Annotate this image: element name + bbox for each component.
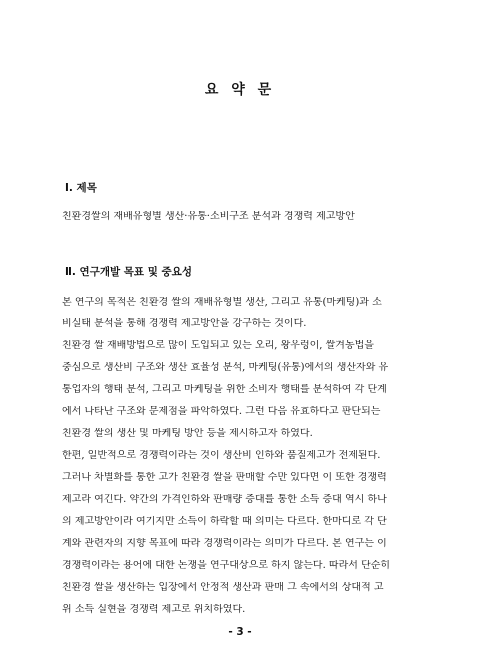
body-line: 통업자의 행태 분석, 그리고 마케팅을 위한 소비자 행태를 분석하여 각 단계: [62, 384, 387, 395]
body-line: 경쟁력이라는 용어에 대한 논쟁을 연구대상으로 하지 않는다. 따라서 단순히: [62, 560, 391, 571]
body-line: 친환경 쌀을 생산하는 입장에서 안정적 생산과 판매 그 속에서의 상대적 고: [62, 582, 384, 593]
research-subject: 친환경쌀의 재배유형별 생산·유통·소비구조 분석과 경쟁력 제고방안: [62, 211, 355, 222]
page-number: - 3 -: [228, 626, 252, 638]
body-line: 친환경 쌀의 생산 및 마케팅 방안 등을 제시하고자 하였다.: [62, 428, 313, 439]
body-line: 한편, 일반적으로 경쟁력이라는 것이 생산비 인하와 품질제고가 전제된다.: [62, 450, 381, 461]
body-line: 그러나 차별화를 통한 고가 친환경 쌀을 판매할 수만 있다면 이 또한 경쟁력: [62, 472, 387, 483]
body-line: 친환경 쌀 재배방법으로 많이 도입되고 있는 오리, 왕우렁이, 쌀겨농법을: [62, 340, 374, 351]
body-line: 계와 관련자의 지향 목표에 따라 경쟁력이라는 의미가 다르다. 본 연구는 이: [62, 538, 387, 549]
section-heading-title: Ⅰ. 제목: [65, 182, 97, 194]
body-line: 제고라 여긴다. 약간의 가격인하와 판매량 증대를 통한 소득 증대 역시 하나: [62, 494, 387, 505]
body-line: 에서 나타난 구조와 문제점을 파악하였다. 그런 다음 유효하다고 판단되는: [62, 406, 381, 417]
body-line: 본 연구의 목적은 친환경 쌀의 재배유형별 생산, 그리고 유통(마케팅)과 소: [62, 297, 382, 308]
summary-title: 요 약 문: [204, 82, 276, 98]
section-heading-objectives: Ⅱ. 연구개발 목표 및 중요성: [65, 266, 192, 278]
body-line: 의 제고방안이라 여기지만 소득이 하락할 때 의미는 다르다. 한마디로 각 단: [62, 516, 387, 527]
body-line: 위 소득 실현을 경쟁력 제고로 위치하였다.: [62, 604, 246, 615]
body-line: 중심으로 생산비 구조와 생산 효율성 분석, 마케팅(유통)에서의 생산자와 유: [62, 362, 389, 373]
body-line: 비실태 분석을 통해 경쟁력 제고방안을 강구하는 것이다.: [62, 318, 307, 329]
